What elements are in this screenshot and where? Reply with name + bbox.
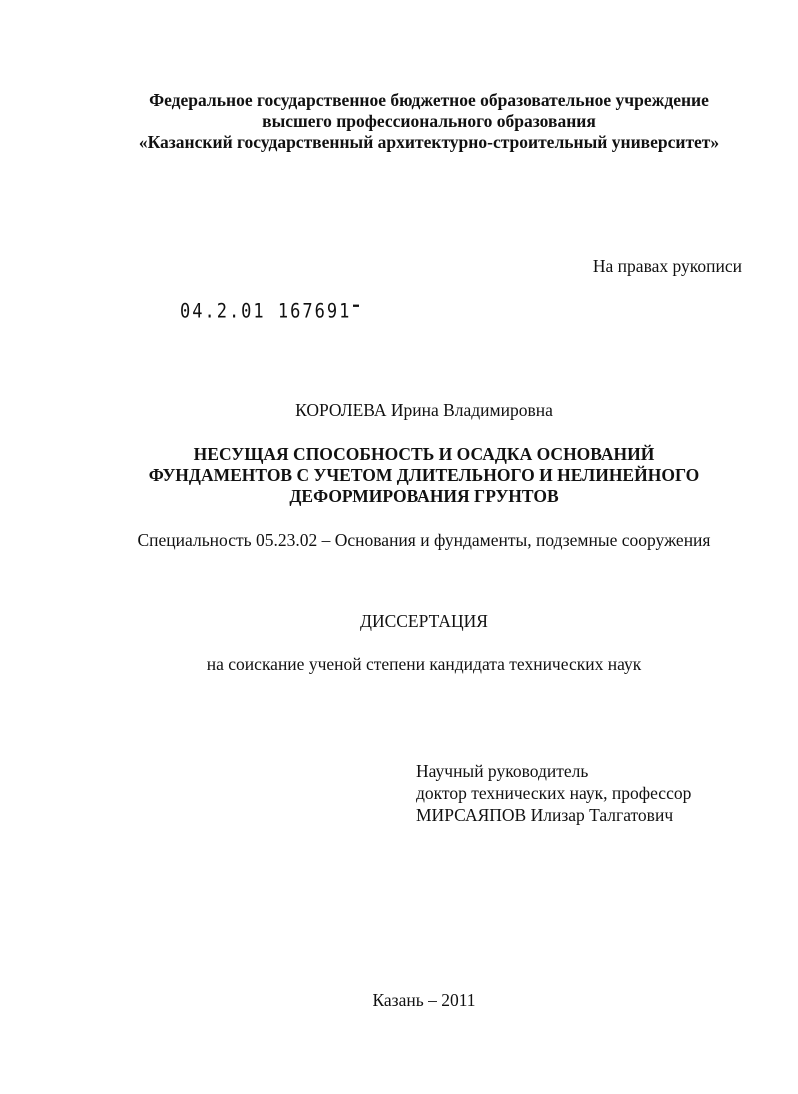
degree-line: на соискание ученой степени кандидата технических наук	[206, 654, 642, 674]
title-line-3: ДЕФОРМИРОВАНИЯ ГРУНТОВ	[289, 486, 559, 506]
manuscript-note: На правах рукописи	[592, 256, 742, 276]
author-name: КОРОЛЕВА Ирина Владимировна	[295, 400, 553, 420]
stamp-number: 167691	[277, 300, 352, 323]
supervisor-credentials: доктор технических наук, профессор	[416, 783, 692, 803]
dissertation-title	[0, 444, 798, 507]
supervisor-name: МИРСАЯПОВ Илизар Талгатович	[416, 805, 674, 825]
library-stamp	[180, 300, 359, 323]
institution-header	[60, 90, 798, 153]
title-line-2: ФУНДАМЕНТОВ С УЧЕТОМ ДЛИТЕЛЬНОГО И НЕЛИНЕЙНОГО	[148, 465, 700, 485]
title-line-1: НЕСУЩАЯ СПОСОБНОСТЬ И ОСАДКА ОСНОВАНИЙ	[193, 444, 655, 464]
institution-line-1: Федеральное государственное бюджетное образовательное учреждение	[149, 90, 709, 110]
institution-line-2: высшего профессионального образования	[262, 111, 596, 131]
institution-line-3: «Казанский государственный архитектурно-строительный университет»	[138, 132, 720, 152]
supervisor-role: Научный руководитель	[416, 761, 589, 781]
specialty: Специальность 05.23.02 – Основания и фундаменты, подземные сооружения	[137, 530, 711, 550]
document-type: ДИССЕРТАЦИЯ	[360, 611, 488, 631]
city-year: Казань – 2011	[372, 990, 476, 1010]
stamp-dash-mark	[353, 305, 359, 307]
stamp-code: 04.2.01	[180, 300, 266, 323]
supervisor-block	[416, 760, 691, 826]
